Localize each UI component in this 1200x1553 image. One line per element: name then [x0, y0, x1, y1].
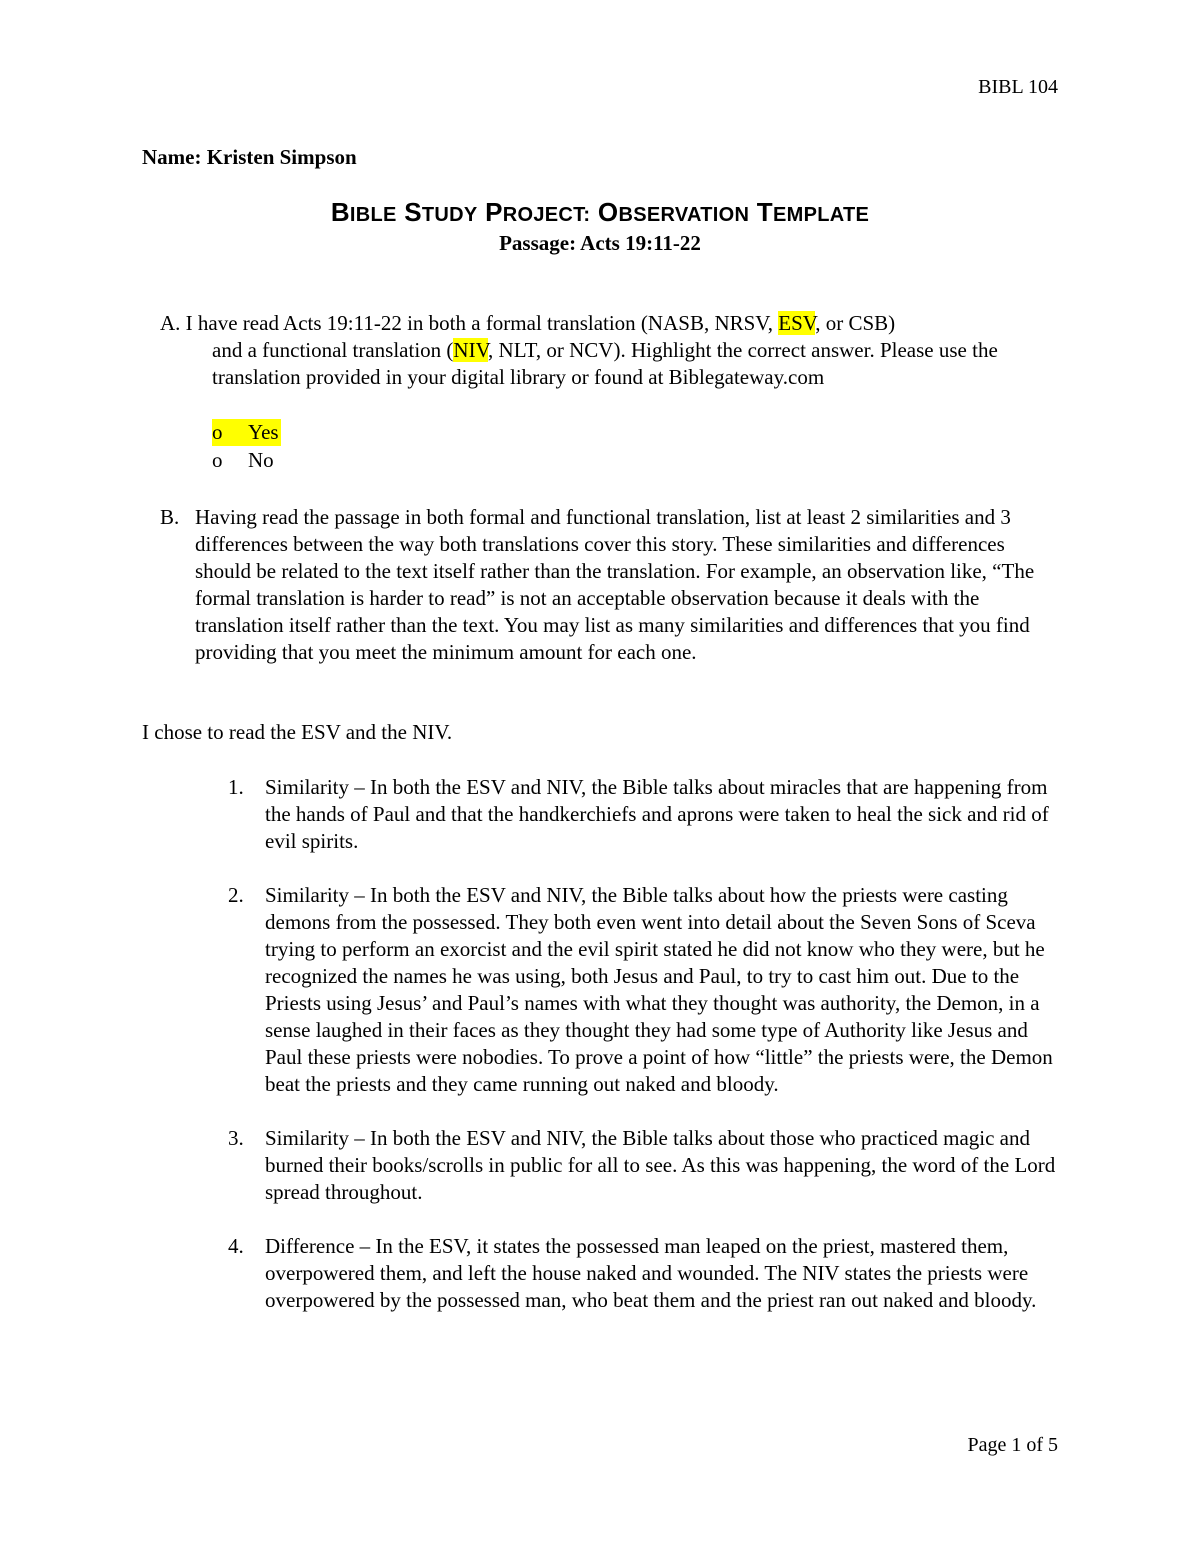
section-b — [160, 504, 1060, 666]
page-title — [0, 196, 1200, 231]
option-label: No — [248, 447, 274, 472]
section-a — [160, 310, 1060, 391]
item-number: 1. — [228, 775, 244, 799]
page-number: Page 1 of 5 — [967, 1434, 1058, 1456]
observation-list — [228, 774, 1068, 1341]
highlight-niv: NIV — [453, 338, 489, 362]
list-item — [228, 1233, 1068, 1314]
course-code: BIBL 104 — [978, 76, 1058, 98]
section-b-label: B. — [160, 505, 180, 529]
passage-reference: Passage: Acts 19:11-22 — [499, 231, 701, 255]
title-cap: T — [756, 197, 773, 227]
title-smallcaps: ROJECT: — [502, 204, 591, 226]
title-cap: S — [404, 197, 422, 227]
section-a-continuation — [160, 337, 1052, 391]
item-text: Similarity – In both the ESV and NIV, the Bible talks about how the priests were casting demons from the possessed. They both even went into detail about the Seven Sons of Sceva trying to perform an exorcist and the evil spirit stated he did not know who they were, but he recognized the names he was using, both Jesus and Paul, to try to cast him out. Due to the Priests using Jesus’ and Paul’s names with what they thought was authority, the Demon, in a sense laughed in their faces as they thought they had some type of Authority like Jesus and Paul these priests were nobodies. To prove a point of how “little” the priests were, the Demon beat the priests and they came running out naked and bloody. — [265, 883, 1053, 1096]
student-name: Name: Kristen Simpson — [142, 145, 357, 169]
section-a-text: , or CSB) — [815, 311, 896, 335]
title-smallcaps: TUDY — [421, 204, 478, 226]
section-a-text: , NLT, or NCV). Highlight the correct answer. Please use the translation provided in your digital library or found at Biblegateway.com — [212, 338, 998, 389]
list-item — [228, 774, 1068, 855]
section-a-text: I have read Acts 19:11-22 in both a formal translation (NASB, NRSV, — [185, 311, 779, 335]
option-no[interactable] — [212, 446, 281, 474]
list-item — [228, 882, 1068, 1098]
chosen-translations: I chose to read the ESV and the NIV. — [142, 720, 453, 744]
title-smallcaps: EMPLATE — [772, 204, 870, 226]
item-number: 3. — [228, 1126, 244, 1150]
option-bullet: o — [212, 447, 223, 472]
title-smallcaps: BSERVATION — [618, 204, 750, 226]
title-smallcaps: IBLE — [349, 204, 397, 226]
title-cap: P — [485, 197, 503, 227]
answer-options — [212, 418, 281, 474]
option-bullet: o — [212, 419, 223, 444]
item-number: 4. — [228, 1234, 244, 1258]
item-number: 2. — [228, 883, 244, 907]
title-cap: B — [330, 197, 350, 227]
option-label: Yes — [248, 419, 279, 444]
highlight-yes — [212, 419, 281, 446]
item-text: Similarity – In both the ESV and NIV, the Bible talks about miracles that are happening from the hands of Paul and that the handkerchiefs and aprons were taken to heal the sick and rid of evil spirits. — [265, 775, 1049, 853]
section-a-text: and a functional translation ( — [212, 338, 454, 362]
item-text: Similarity – In both the ESV and NIV, the Bible talks about those who practiced magic and burned their books/scrolls in public for all to see. As this was happening, the word of the Lord spread throughout. — [265, 1126, 1056, 1204]
section-a-label: A. — [160, 311, 181, 335]
option-yes[interactable] — [212, 418, 281, 446]
section-b-text: Having read the passage in both formal and functional translation, list at least 2 similarities and 3 differences between the way both translations cover this story. These similarities and differences should be related to the text itself rather than the translation. For example, an observation like, “The formal translation is harder to read” is not an acceptable observation because it deals with the translation itself rather than the text. You may list as many similarities and differences that you find providing that you meet the minimum amount for each one. — [195, 505, 1035, 664]
highlight-esv: ESV — [778, 311, 816, 335]
item-text: Difference – In the ESV, it states the possessed man leaped on the priest, mastered them, overpowered them, and left the house naked and wounded. The NIV states the priests were overpowered by the possessed man, who beat them and the priest ran out naked and bloody. — [265, 1234, 1037, 1312]
list-item — [228, 1125, 1068, 1206]
title-cap: O — [597, 197, 619, 227]
section-a-line1 — [160, 310, 1060, 337]
